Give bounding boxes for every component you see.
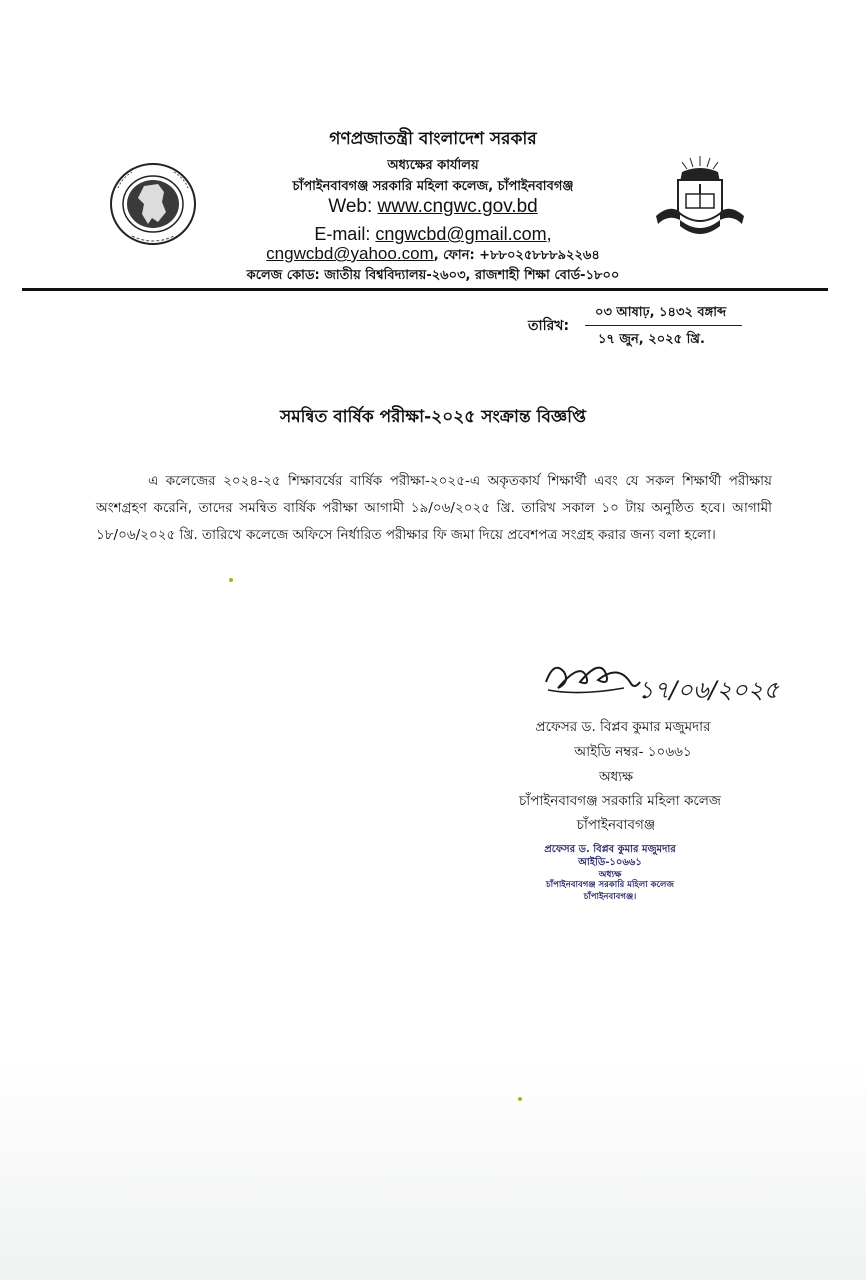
signature-date: ১৭/০৬/২০২৫ [638, 676, 779, 704]
date-divider [585, 325, 742, 326]
ink-speck [229, 578, 233, 582]
date-bangla: ০৩ আষাঢ়, ১৪৩২ বঙ্গাব্দ [595, 305, 727, 320]
handwritten-signature [540, 652, 780, 722]
phone-number: , ফোন: +৮৮০২৫৮৮৮৯২২৬৪ [433, 248, 600, 263]
email-separator: , [546, 224, 552, 244]
college-codes: কলেজ কোড: জাতীয় বিশ্ববিদ্যালয়-২৬০৩, রাজশাহী শিক্ষা বোর্ড-১৮০০ [246, 268, 620, 283]
web-line [0, 196, 866, 218]
office-title: অধ্যক্ষের কার্যালয় [387, 158, 479, 173]
signatory-district: চাঁপাইনবাবগঞ্জ [576, 817, 656, 833]
date-english: ১৭ জুন, ২০২৫ খ্রি. [598, 332, 705, 347]
email-line [0, 224, 866, 245]
header-divider [22, 288, 828, 291]
stamp-title: অধ্যক্ষ [598, 870, 622, 880]
paper-shadow [0, 1060, 866, 1280]
web-label: Web: [328, 196, 378, 217]
signatory-name: প্রফেসর ড. বিপ্লব কুমার মজুমদার [535, 719, 711, 735]
signatory-title: অধ্যক্ষ [598, 769, 634, 785]
signatory-college: চাঁপাইনবাবগঞ্জ সরকারি মহিলা কলেজ [519, 793, 721, 809]
email-yahoo-link[interactable]: cngwcbd@yahoo.com [266, 244, 434, 263]
stamp-id: আইডি-১০৬৬১ [578, 857, 642, 868]
notice-body: এ কলেজের ২০২৪-২৫ শিক্ষাবর্ষের বার্ষিক পরীক্ষা-২০২৫-এ অকৃতকার্য শিক্ষার্থী এবং যে সকল শিক্ষার্থী পরীক্ষায় অংশগ্রহণ করেনি, তাদের সমন্বিত বার্ষিক পরীক্ষা আগামী ১৯/০৬/২০২৫ খ্রি. তারিখ সকাল ১০ টায় অনুষ্ঠিত হবে। আগামী ১৮/০৬/২০২৫ খ্রি. তারিখে কলেজে অফিসে নির্ধারিত পরীক্ষার ফি জমা দিয়ে প্রবেশপত্র সংগ্রহ করার জন্য বলা হলো। [96, 473, 772, 543]
ink-speck [518, 1097, 522, 1101]
signatory-id: আইডি নম্বর- ১০৬৬১ [574, 744, 692, 760]
stamp-college: চাঁপাইনবাবগঞ্জ সরকারি মহিলা কলেজ [546, 880, 674, 890]
email-gmail-link[interactable]: cngwcbd@gmail.com [375, 224, 547, 244]
email-phone-line [0, 244, 866, 267]
date-label: তারিখ: [528, 318, 570, 334]
stamp-name: প্রফেসর ড. বিপ্লব কুমার মজুমদার [544, 844, 676, 855]
notice-subject: সমন্বিত বার্ষিক পরীক্ষা-২০২৫ সংক্রান্ত বিজ্ঞপ্তি [279, 407, 587, 427]
email-label: E-mail: [314, 224, 376, 244]
stamp-district: চাঁপাইনবাবগঞ্জ। [583, 892, 637, 902]
web-link[interactable]: www.cngwc.gov.bd [377, 196, 538, 217]
government-title: গণপ্রজাতন্ত্রী বাংলাদেশ সরকার [329, 129, 537, 149]
college-name: চাঁপাইনবাবগঞ্জ সরকারি মহিলা কলেজ, চাঁপাইনবাবগঞ্জ [292, 179, 574, 194]
